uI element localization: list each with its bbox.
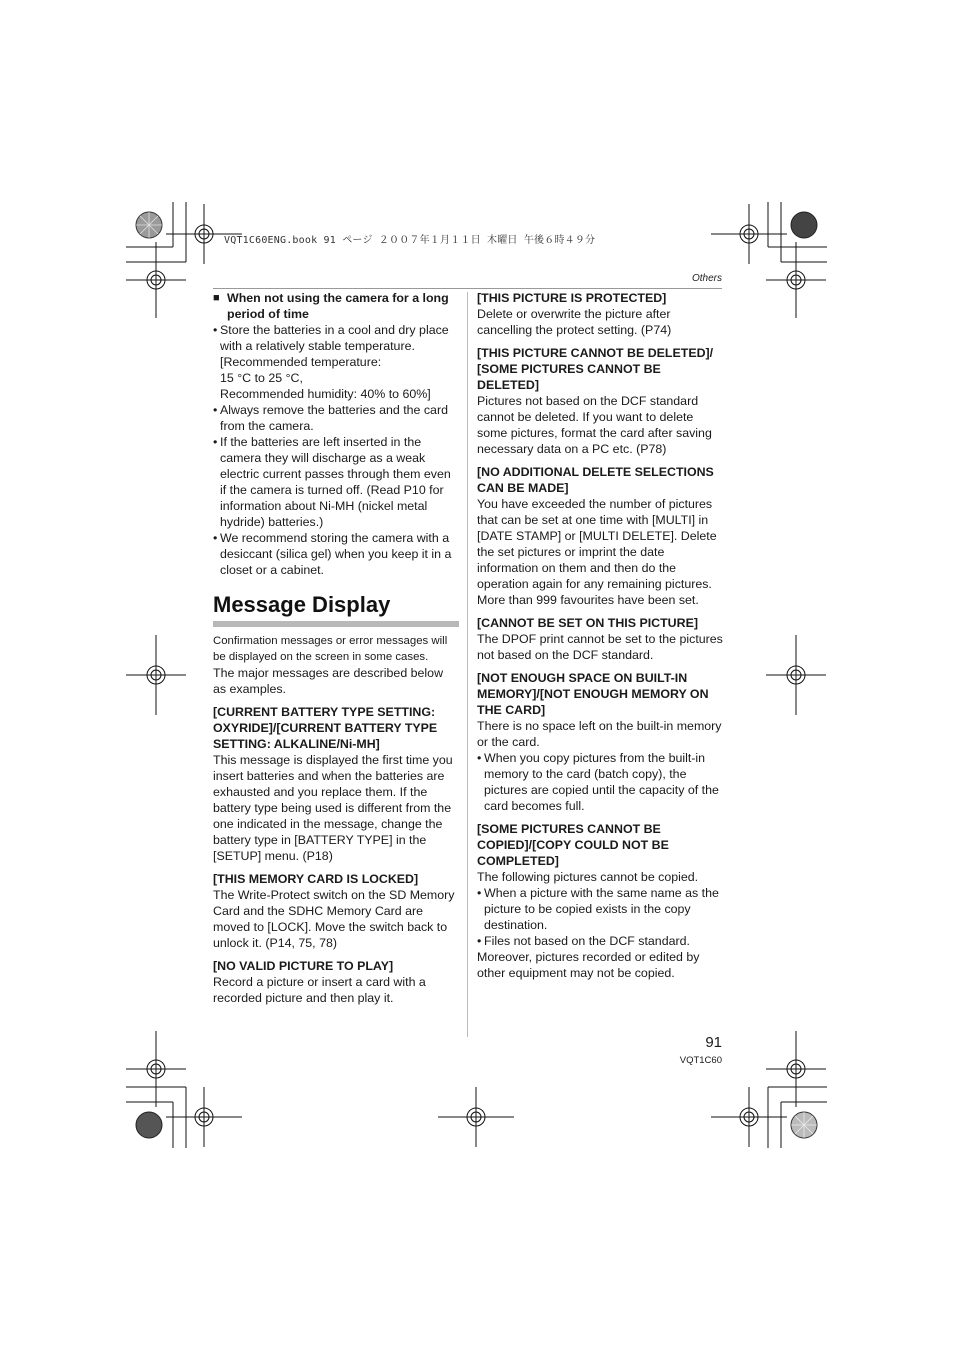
bullet-icon: • [477,751,482,765]
document-code: VQT1C60 [679,1055,722,1066]
list-item-text: When you copy pictures from the built-in memory to the card (batch copy), the pictures are copied until the capacity of the card becomes full. [484,751,719,813]
square-bullet-icon: ■ [213,292,220,304]
message-body: Pictures not based on the DCF standard cannot be deleted. If you want to delete some pictures, format the card after saving necessary data on a PC etc. (P78) [477,394,712,456]
message-body: There is no space left on the built-in memory or the card. [477,719,722,749]
message-body: Record a picture or insert a card with a recorded picture and then play it. [213,975,426,1005]
temp-line: 15 °C to 25 °C, [220,371,303,385]
list-item-text: When a picture with the same name as the picture to be copied exists in the copy destination. [484,886,719,932]
bullet-icon: • [213,323,218,337]
message-heading: [THIS MEMORY CARD IS LOCKED] [213,872,419,886]
intro-small: Confirmation messages or error messages will be displayed on the screen in some cases. [213,635,448,663]
message-heading: [NO VALID PICTURE TO PLAY] [213,959,394,973]
left-column [213,290,459,1006]
list-item [477,750,723,814]
bullet-icon: • [213,403,218,417]
message-body: You have exceeded the number of pictures that can be set at one time with [MULTI] in [DATE STAMP] or [MULTI DELETE]. Delete the set pictures or imprint the date information on them and then do the operation again for any remaining pictures. More than 999 favourites have been set. [477,497,717,607]
message-heading: [THIS PICTURE IS PROTECTED] [477,291,667,305]
header-rule [213,288,722,289]
intro-text: The major messages are described below as examples. [213,666,444,696]
list-item-text: If the batteries are left inserted in the camera they will discharge as a weak electric current passes through them even if the camera is turned off. (Read P10 for information about Ni-MH (nickel metal hydride) batteries.) [220,435,451,529]
message-body: The following pictures cannot be copied. [477,870,699,884]
bullet-icon: • [213,531,218,545]
message-heading: [CURRENT BATTERY TYPE SETTING: OXYRIDE]/[CURRENT BATTERY TYPE SETTING: ALKALINE/Ni-MH] [213,705,438,751]
storage-heading [213,290,459,322]
section-label: Others [691,273,722,284]
message-heading: [CANNOT BE SET ON THIS PICTURE] [477,616,698,630]
list-item [213,402,459,434]
column-divider [467,292,468,1037]
message-heading: [NOT ENOUGH SPACE ON BUILT-IN MEMORY]/[NOT ENOUGH MEMORY ON THE CARD] [477,671,709,717]
message-heading: [SOME PICTURES CANNOT BE COPIED]/[COPY COULD NOT BE COMPLETED] [477,822,669,868]
list-item [213,530,459,578]
message-body: Moreover, pictures recorded or edited by other equipment may not be copied. [477,950,700,980]
bullet-icon: • [213,435,218,449]
message-body: Delete or overwrite the picture after cancelling the protect setting. (P74) [477,307,672,337]
file-info-line: VQT1C60ENG.book 91 ページ ２００７年１月１１日 木曜日 午後６時４９分 [224,235,596,246]
list-item [477,885,723,933]
temp-line: Recommended humidity: 40% to 60%] [220,387,431,401]
message-body: This message is displayed the first time you insert batteries and when the batteries are exhausted and you replace them. If the battery type being used is different from the one indicated in the message, change the battery type in [BATTERY TYPE] in the [SETUP] menu. (P18) [213,753,453,863]
list-item [213,434,459,530]
page-title: Message Display [213,592,391,617]
title-underline [213,621,459,627]
list-item [213,322,459,354]
page-number: 91 [705,1034,722,1051]
list-item-text: Store the batteries in a cool and dry place with a relatively stable temperature. [220,323,449,353]
message-heading: [THIS PICTURE CANNOT BE DELETED]/ [SOME PICTURES CANNOT BE DELETED] [477,346,714,392]
bullet-icon: • [477,886,482,900]
right-column [477,290,723,981]
message-body: The Write-Protect switch on the SD Memory Card and the SDHC Memory Card are moved to [LOCK]. Move the switch back to unlock it. (P14, 75, 78) [213,888,455,950]
list-item-text: Always remove the batteries and the card from the camera. [220,403,448,433]
list-item-text: Files not based on the DCF standard. [484,934,690,948]
bullet-icon: • [477,934,482,948]
list-item-text: We recommend storing the camera with a desiccant (silica gel) when you keep it in a closet or a cabinet. [220,531,452,577]
message-heading: [NO ADDITIONAL DELETE SELECTIONS CAN BE MADE] [477,465,714,495]
storage-heading-text: When not using the camera for a long period of time [227,291,449,321]
temp-line: [Recommended temperature: [220,355,382,369]
message-body: The DPOF print cannot be set to the pictures not based on the DCF standard. [477,632,723,662]
list-item [477,933,723,949]
